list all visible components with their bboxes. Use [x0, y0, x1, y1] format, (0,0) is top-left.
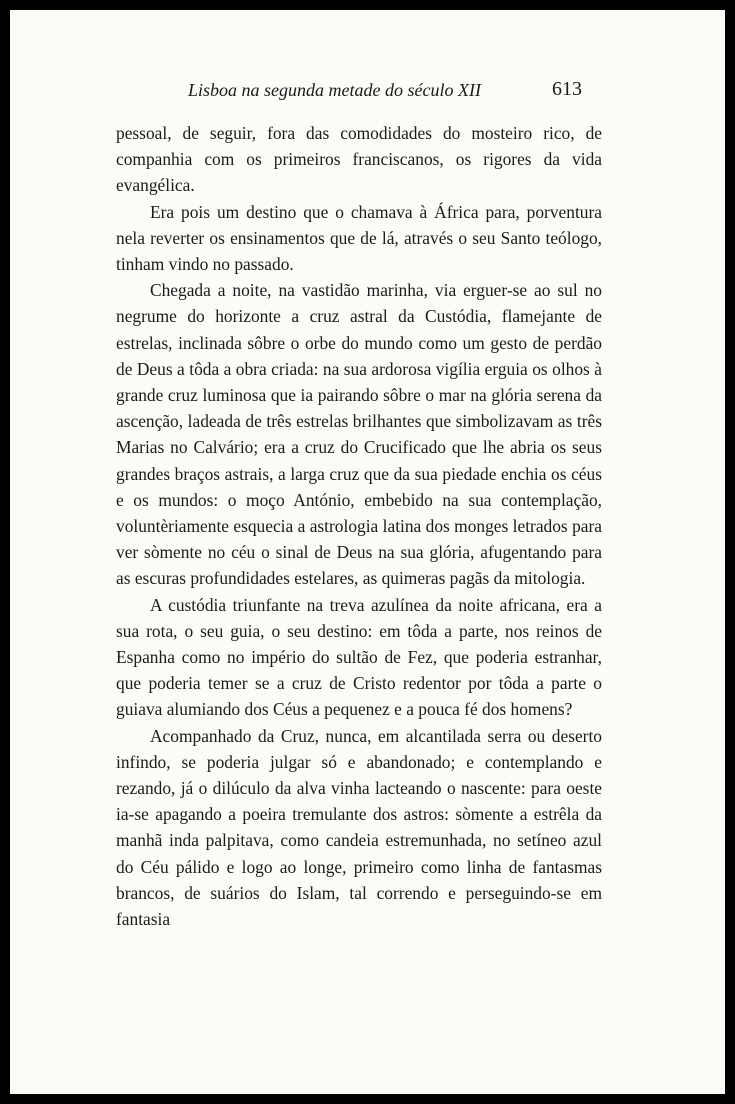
page-number: 613: [552, 78, 582, 100]
running-title: Lisboa na segunda metade do século XII: [188, 80, 481, 100]
paragraph: pessoal, de seguir, fora das comodidades do mosteiro rico, de companhia com os primeiros franciscanos, os rigores da vida evangélica.: [116, 123, 602, 196]
paragraph: Era pois um destino que o chamava à África para, porventura nela reverter os ensinamentos que de lá, através o seu Santo teólogo, tinham vindo no passado.: [116, 201, 602, 275]
paragraph: Chegada a noite, na vastidão marinha, via erguer-se ao sul no negrume do horizonte a cruz astral da Custódia, flamejante de estrelas, inclinada sôbre o orbe do mundo como um gesto de perdão de Deus a tôda a obra criada: na sua ardorosa vigília erguia os olhos à grande cruz luminosa que ia pairando sôbre o mar na glória serena da ascenção, ladeada de três estrelas brilhantes que simbolizavam as três Marias no Calvário; era a cruz do Crucificado que lhe abria os seus grandes braços astrais, a larga cruz que da sua piedade enchia os céus e os mundos: o moço António, embebido na sua contemplação, voluntèriamente esquecia a astrologia latina dos monges letrados para ver sòmente no céu o sinal de Deus na sua glória, afugentando para as escuras profundidades estelares, as quimeras pagãs da mitologia.: [116, 280, 602, 589]
paragraph: A custódia triunfante na treva azulínea da noite africana, era a sua rota, o seu guia, o seu destino: em tôda a parte, nos reinos de Espanha como no império do sultão de Fez, que poderia estranhar, que poderia temer se a cruz de Cristo redentor por tôda a parte o guiava alumiando dos Céus a pequenez e a pouca fé dos homens?: [116, 594, 602, 720]
book-page: [10, 10, 725, 1094]
running-header: [188, 80, 608, 108]
body-text: [116, 120, 602, 932]
paragraph: Acompanhado da Cruz, nunca, em alcantilada serra ou deserto infindo, se poderia julgar só e abandonado; e contemplando e rezando, já o dilúculo da alva vinha lacteando o nascente: para oeste ia-se apagando a poeira tremulante dos astros: sòmente a estrêla da manhã inda palpitava, como candeia estremunhada, no setíneo azul do Céu pálido e logo ao longe, primeiro como linha de fantasmas brancos, de suários do Islam, tal correndo e perseguindo-se em fantasia: [116, 725, 602, 930]
